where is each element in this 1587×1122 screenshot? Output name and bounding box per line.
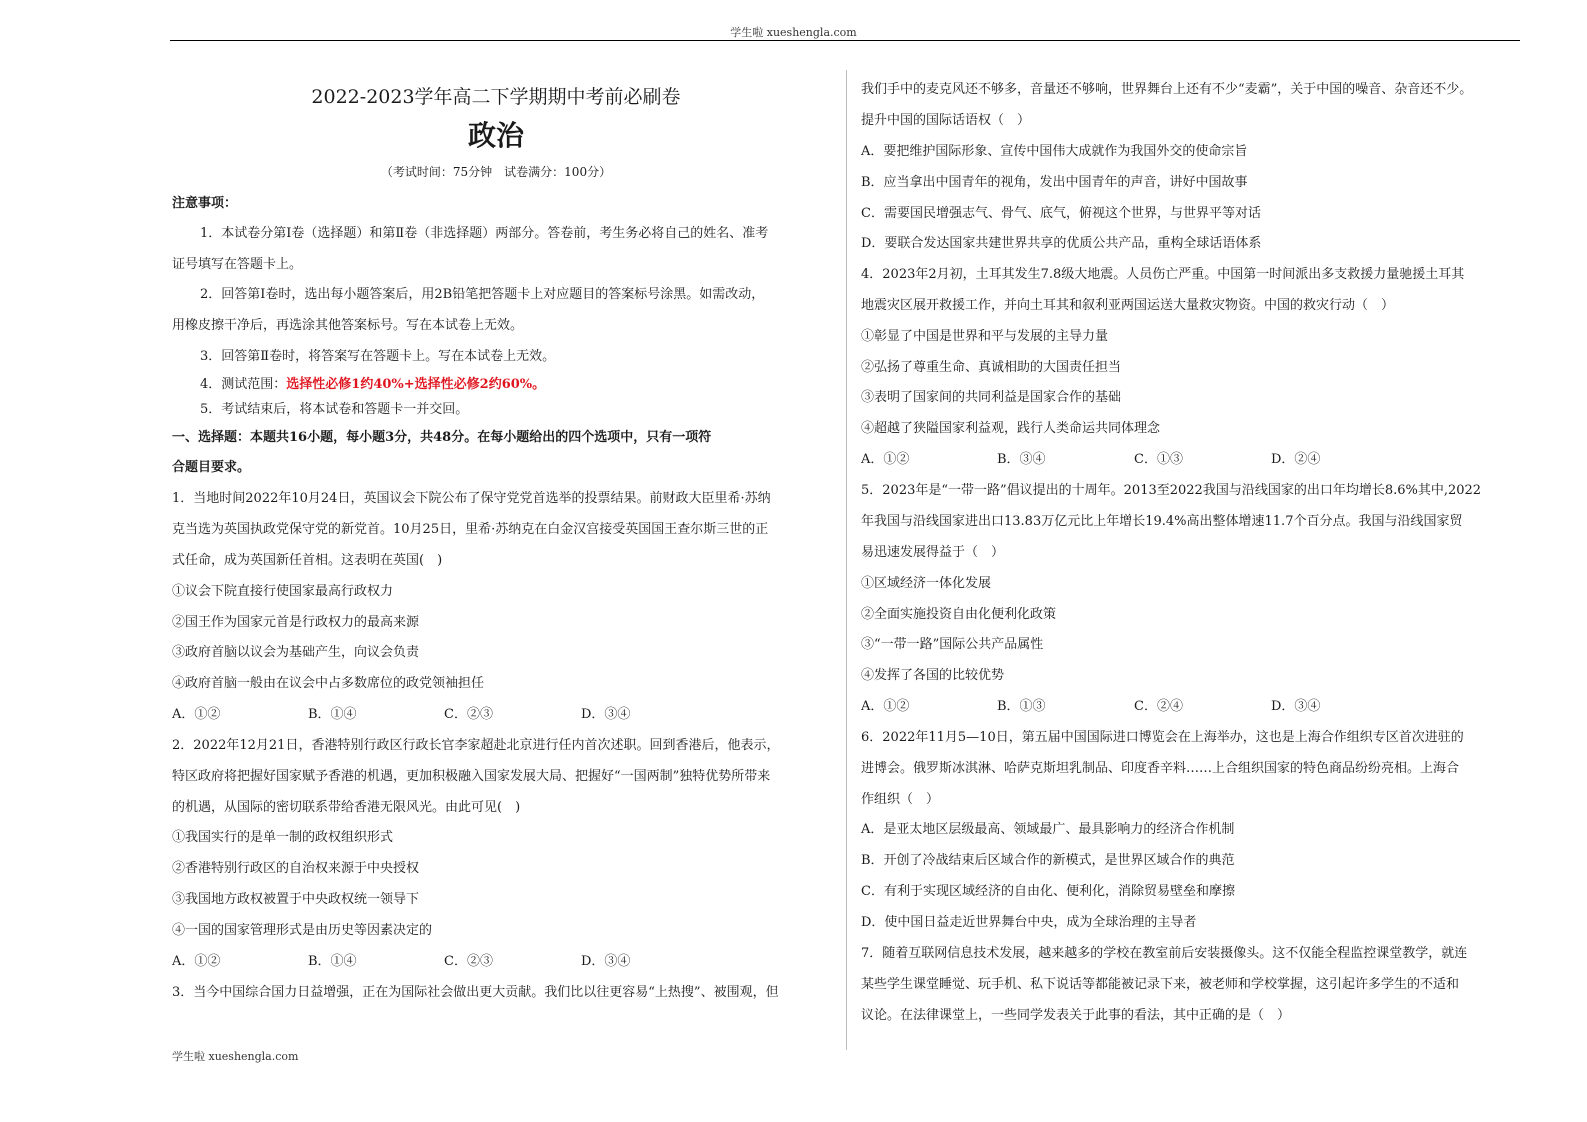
q1-statement-4: ④政府首脑一般由在议会中占多数席位的政党领袖担任 xyxy=(172,676,485,691)
q6-line-a: 6．2022年11月5—10日，第五届中国国际进口博览会在上海举办，这也是上海合作组织专区首次进驻的 xyxy=(861,730,1464,745)
q3-option-b: B．应当拿出中国青年的视角，发出中国青年的声音，讲好中国故事 xyxy=(861,175,1248,190)
notice-2a: 2．回答第Ⅰ卷时，选出每小题答案后，用2B铅笔把答题卡上对应题目的答案标号涂黑。如需改动， xyxy=(200,287,765,302)
q3-line-b: 我们手中的麦克风还不够多，音量还不够响，世界舞台上还有不少“麦霸”，关于中国的噪音、杂音还不少。 xyxy=(861,82,1473,97)
q4-option-a: A．①② xyxy=(861,452,910,467)
q4-statement-1: ①彰显了中国是世界和平与发展的主导力量 xyxy=(861,329,1109,344)
q2-option-d: D．③④ xyxy=(581,954,631,969)
q5-option-d: D．③④ xyxy=(1271,699,1321,714)
q4-line-b: 地震灾区展开救援工作，并向土耳其和叙利亚两国运送大量救灾物资。中国的救灾行动（ ） xyxy=(861,298,1395,313)
q1-option-b: B．①④ xyxy=(308,707,357,722)
q1-line-b: 克当选为英国执政党保守党的新党首。10月25日，里希·苏纳克在白金汉宫接受英国国王查尔斯三世的正 xyxy=(172,522,769,537)
q7-line-c: 议论。在法律课堂上，一些同学发表关于此事的看法，其中正确的是（ ） xyxy=(861,1008,1291,1023)
q2-statement-4: ④一国的国家管理形式是由历史等因素决定的 xyxy=(172,923,433,938)
notice-4-range: 选择性必修1约40%+选择性必修2约60%。 xyxy=(286,377,546,392)
q1-option-d: D．③④ xyxy=(581,707,631,722)
q5-line-c: 易迅速发展得益于（ ） xyxy=(861,545,1005,560)
q1-statement-2: ②国王作为国家元首是行政权力的最高来源 xyxy=(172,615,420,630)
q6-option-c: C．有利于实现区域经济的自由化、便利化，消除贸易壁垒和摩擦 xyxy=(861,884,1235,899)
q6-option-b: B．开创了冷战结束后区域合作的新模式，是世界区域合作的典范 xyxy=(861,853,1235,868)
q2-line-a: 2．2022年12月21日，香港特别行政区行政长官李家超赴北京进行任内首次述职。回到香港后，他表示， xyxy=(172,738,780,753)
q2-option-b: B．①④ xyxy=(308,954,357,969)
q6-line-c: 作组织（ ） xyxy=(861,792,940,807)
q4-option-c: C．①③ xyxy=(1134,452,1183,467)
q5-statement-3: ③“一带一路”国际公共产品属性 xyxy=(861,637,1044,652)
notice-4-prefix: 4．测试范围： xyxy=(200,377,287,392)
section-1a: 一、选择题：本题共16小题，每小题3分，共48分。在每小题给出的四个选项中，只有一项符 xyxy=(172,430,712,445)
q2-line-b: 特区政府将把握好国家赋予香港的机遇，更加积极融入国家发展大局、把握好“一国两制”独特优势所带来 xyxy=(172,769,771,784)
q6-line-b: 进博会。俄罗斯冰淇淋、哈萨克斯坦乳制品、印度香辛料……上合组织国家的特色商品纷纷亮相。上海合 xyxy=(861,761,1460,776)
q5-statement-4: ④发挥了各国的比较优势 xyxy=(861,668,1005,683)
notice-1b: 证号填写在答题卡上。 xyxy=(172,257,303,272)
exam-info: （考试时间：75分钟 试卷满分：100分） xyxy=(380,165,612,179)
q3-option-a: A．要把维护国际形象、宣传中国伟大成就作为我国外交的使命宗旨 xyxy=(861,144,1248,159)
q2-line-c: 的机遇，从国际的密切联系带给香港无限风光。由此可见( ) xyxy=(172,800,521,815)
q2-statement-3: ③我国地方政权被置于中央政权统一领导下 xyxy=(172,892,420,907)
subject-title: 政治 xyxy=(467,119,524,152)
q2-option-a: A．①② xyxy=(172,954,221,969)
q5-line-b: 年我国与沿线国家进出口13.83万亿元比上年增长19.4%高出整体增速11.7个百分点。我国与沿线国家贸 xyxy=(861,514,1463,529)
notice-1a: 1．本试卷分第Ⅰ卷（选择题）和第Ⅱ卷（非选择题）两部分。答卷前，考生务必将自己的姓名、准考 xyxy=(200,226,769,241)
section-1b: 合题目要求。 xyxy=(172,460,251,475)
q5-option-c: C．②④ xyxy=(1134,699,1183,714)
q1-statement-1: ①议会下院直接行使国家最高行政权力 xyxy=(172,584,394,599)
notice-heading: 注意事项： xyxy=(172,196,238,211)
q5-statement-2: ②全面实施投资自由化便利化政策 xyxy=(861,607,1057,622)
q7-line-b: 某些学生课堂睡觉、玩手机、私下说话等都能被记录下来，被老师和学校掌握，这引起许多学生的不适和 xyxy=(861,977,1460,992)
notice-2b: 用橡皮擦干净后，再选涂其他答案标号。写在本试卷上无效。 xyxy=(172,318,524,333)
q4-option-b: B．③④ xyxy=(997,452,1046,467)
q5-option-a: A．①② xyxy=(861,699,910,714)
q6-option-d: D．使中国日益走近世界舞台中央，成为全球治理的主导者 xyxy=(861,915,1197,930)
q3-option-c: C．需要国民增强志气、骨气、底气，俯视这个世界，与世界平等对话 xyxy=(861,206,1261,221)
notice-5: 5．考试结束后，将本试卷和答题卡一并交回。 xyxy=(200,402,469,417)
q4-statement-3: ③表明了国家间的共同利益是国家合作的基础 xyxy=(861,390,1122,405)
q3-line-a: 3．当今中国综合国力日益增强，正在为国际社会做出更大贡献。我们比以往更容易“上热搜”、被围观，但 xyxy=(172,985,779,1000)
q1-option-c: C．②③ xyxy=(444,707,493,722)
header-rule xyxy=(170,40,1520,41)
q1-line-c: 式任命，成为英国新任首相。这表明在英国( ) xyxy=(172,553,443,568)
q1-line-a: 1．当地时间2022年10月24日，英国议会下院公布了保守党党首选举的投票结果。前财政大臣里希·苏纳 xyxy=(172,491,771,506)
q2-option-c: C．②③ xyxy=(444,954,493,969)
q4-line-a: 4．2023年2月初，土耳其发生7.8级大地震。人员伤亡严重。中国第一时间派出多支救援力量驰援土耳其 xyxy=(861,267,1465,282)
exam-title: 2022-2023学年高二下学期期中考前必刷卷 xyxy=(311,86,681,108)
q3-line-c: 提升中国的国际话语权（ ） xyxy=(861,113,1031,128)
site-header: 学生啦 xueshengla.com xyxy=(730,26,857,39)
q5-line-a: 5．2023年是“一带一路”倡议提出的十周年。2013至2022我国与沿线国家的出口年均增长8.6%其中,2022 xyxy=(861,483,1482,498)
q5-option-b: B．①③ xyxy=(997,699,1046,714)
q2-statement-2: ②香港特别行政区的自治权来源于中央授权 xyxy=(172,861,420,876)
q1-statement-3: ③政府首脑以议会为基础产生，向议会负责 xyxy=(172,645,420,660)
q4-option-d: D．②④ xyxy=(1271,452,1321,467)
site-footer: 学生啦 xueshengla.com xyxy=(172,1050,299,1063)
notice-3: 3．回答第Ⅱ卷时，将答案写在答题卡上。写在本试卷上无效。 xyxy=(200,349,556,364)
q4-statement-4: ④超越了狭隘国家利益观，践行人类命运共同体理念 xyxy=(861,421,1161,436)
q4-statement-2: ②弘扬了尊重生命、真诚相助的大国责任担当 xyxy=(861,360,1122,375)
q7-line-a: 7．随着互联网信息技术发展，越来越多的学校在教室前后安装摄像头。这不仅能全程监控课堂教学，就连 xyxy=(861,946,1468,961)
q2-statement-1: ①我国实行的是单一制的政权组织形式 xyxy=(172,830,394,845)
column-divider xyxy=(846,70,847,1050)
q5-statement-1: ①区域经济一体化发展 xyxy=(861,576,992,591)
notice-4 xyxy=(172,377,820,393)
q6-option-a: A．是亚太地区层级最高、领域最广、最具影响力的经济合作机制 xyxy=(861,822,1235,837)
q3-option-d: D．要联合发达国家共建世界共享的优质公共产品，重构全球话语体系 xyxy=(861,236,1262,251)
q1-option-a: A．①② xyxy=(172,707,221,722)
